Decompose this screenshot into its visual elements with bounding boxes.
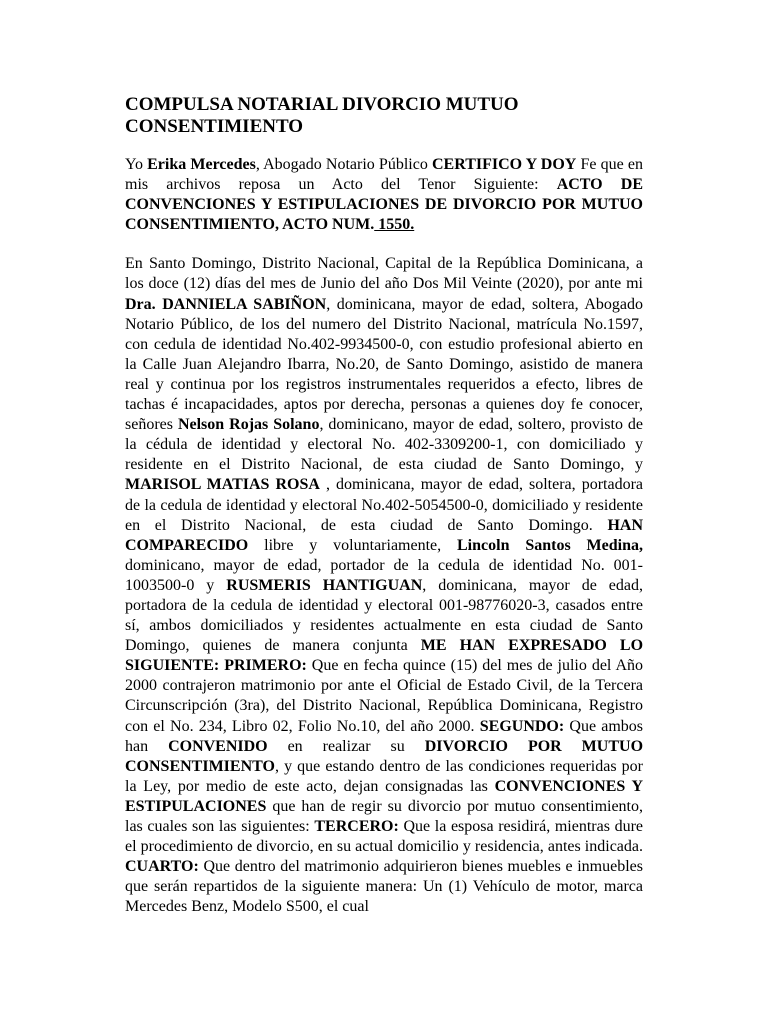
act-number: 1550. (374, 216, 415, 234)
witness-2-name: MARISOL MATIAS ROSA (125, 476, 320, 494)
fourth-clause-heading: CUARTO: (125, 858, 199, 876)
body-text-3: , dominicano, mayor de edad, soltero, provisto de la cédula de identidad y electoral No. 402-3309200-1, con domiciliado y residente en el Distrito Nacional, de esta ciudad de Santo Domingo, y (125, 416, 644, 474)
body-text-4: , dominicana, mayor de edad, soltera, portadora de la cedula de identidad y electoral No.402-5054500-0, domiciliado y residente en el Distrito Nacional, de esta ciudad de Santo Domingo. (125, 476, 644, 534)
body-text-14: Que dentro del matrimonio adquirieron bienes muebles e inmuebles que serán repartidos de la siguiente manera: Un (1) Vehículo de motor, marca Mercedes Benz, Modelo S500, el cual (125, 858, 643, 916)
agreed-phrase: CONVENIDO (168, 737, 268, 755)
second-clause-heading: SEGUNDO: (479, 717, 565, 735)
body-text-10: en realizar su (267, 737, 425, 755)
intro-paragraph (125, 155, 643, 235)
intro-text-2: , Abogado Notario Público (255, 156, 432, 173)
body-text-9: Que ambos han (125, 717, 643, 755)
body-text-13: Que la esposa residirá, mientras dure el procedimiento de divorcio, en su actual domicilio y residencia, antes indicada. (125, 818, 644, 856)
document-title: COMPULSA NOTARIAL DIVORCIO MUTUO CONSENTIMIENTO (125, 94, 519, 137)
first-clause-heading: ME HAN EXPRESADO LO SIGUIENTE: PRIMERO: (125, 637, 644, 675)
body-text-1: En Santo Domingo, Distrito Nacional, Capital de la República Dominicana, a los doce (12) días del mes de Junio del año Dos Mil Veinte (2020), por ante mi (125, 255, 643, 293)
body-text-5: libre y voluntariamente, (248, 536, 457, 554)
conventions-phrase: CONVENCIONES Y ESTIPULACIONES (125, 777, 644, 815)
husband-name: Lincoln Santos Medina, (457, 536, 643, 554)
body-text-7: , dominicana, mayor de edad, portadora de la cedula de identidad y electoral 001-98776020-3, casados entre sí, ambos domiciliados y residentes actualmente en esta ciudad de Santo Domingo, quienes de manera conjunta (125, 576, 643, 655)
body-text-6: dominicano, mayor de edad, portador de la cedula de identidad No. 001-1003500-0 y (125, 556, 643, 594)
wife-name: RUSMERIS HANTIGUAN (226, 576, 423, 594)
certify-phrase: CERTIFICO Y DOY (431, 156, 577, 173)
third-clause-heading: TERCERO: (314, 818, 399, 835)
body-text-12: que han de regir su divorcio por mutuo consentimiento, las cuales son las siguientes: (125, 797, 643, 835)
intro-text-1: Yo (125, 156, 148, 173)
divorce-type-phrase: DIVORCIO POR MUTUO CONSENTIMIENTO (125, 737, 644, 775)
notary-doctor-name: Dra. DANNIELA SABIÑON (125, 295, 327, 313)
witness-1-name: Nelson Rojas Solano (177, 416, 320, 434)
notary-name: Erika Mercedes (147, 156, 256, 173)
body-paragraph (125, 254, 643, 917)
document-page (125, 94, 643, 936)
body-text-8: Que en fecha quince (15) del mes de julio del Año 2000 contrajeron matrimonio por ante el Oficial de Estado Civil, de la Tercera Circunscripción (3ra), del Distrito Nacional, República Dominicana, Registro con el No. 234, Libro 02, Folio No.10, del año 2000. (125, 657, 644, 735)
act-title: ACTO DE CONVENCIONES Y ESTIPULACIONES DE DIVORCIO POR MUTUO CONSENTIMIENTO, ACTO NUM. (125, 176, 643, 234)
body-text-11: , y que estando dentro de las condiciones requeridas por la Ley, por medio de este acto, dejan consignadas las (125, 757, 643, 795)
intro-text-3: Fe que en mis archivos reposa un Acto del Tenor Siguiente: (125, 156, 644, 194)
appeared-phrase: HAN COMPARECIDO (125, 516, 643, 554)
body-text-2: , dominicana, mayor de edad, soltera, Abogado Notario Público, de los del numero del Distrito Nacional, matrícula No.1597, con cedula de identidad No.402-9934500-0, con estudio profesional abierto en la Calle Juan Alejandro Ibarra, No.20, de Santo Domingo, asistido de manera real y continua por los registros instrumentales requeridos a efecto, libres de tachas é incapacidades, aptos por derecha, personas a quienes doy fe conocer, señores (125, 295, 643, 434)
